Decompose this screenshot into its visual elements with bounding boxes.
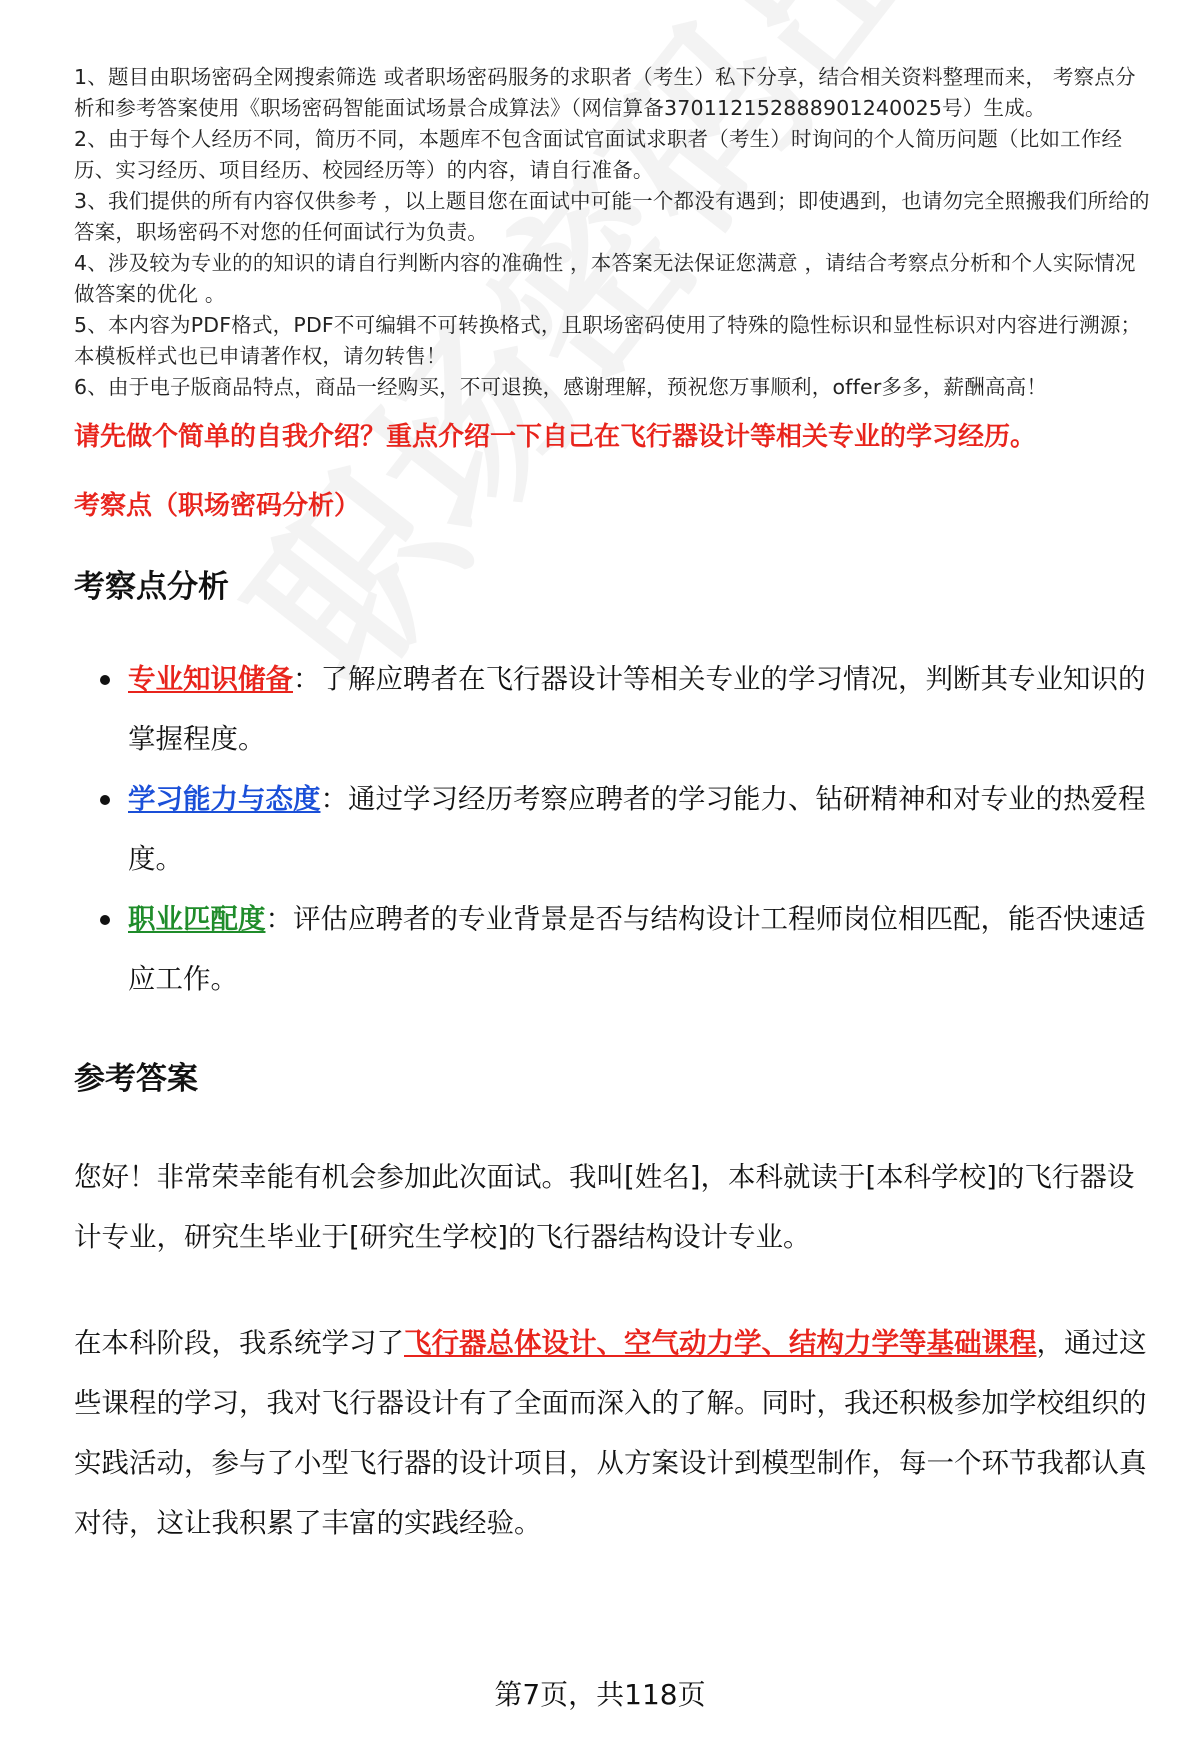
answer-paragraph-2 [74,1313,1154,1553]
point-text: 通过学习经历考察应聘者的学习能力、钻研精神和对专业的热爱程度。 [128,783,1146,875]
notice-item: 6、由于电子版商品特点，商品一经购买，不可退换，感谢理解，预祝您万事顺利，offer多多，薪酬高高！ [74,375,1048,399]
analysis-point [128,889,1154,1009]
analysis-points [74,649,1154,1009]
notice-item: 3、我们提供的所有内容仅供参考 ，以上题目您在面试中可能一个都没有遇到；即使遇到，也请勿完全照搬我们所给的答案，职场密码不对您的任何面试行为负责。 [74,189,1150,244]
analysis-point [128,769,1154,889]
bullet-icon [100,675,110,685]
notice-item: 4、涉及较为专业的的知识的请自行判断内容的准确性 ，本答案无法保证您满意 ，请结合考察点分析和个人实际情况做答案的优化 。 [74,251,1136,306]
point-separator: ： [320,783,348,815]
bullet-icon [100,915,110,925]
answer-highlight: 飞行器总体设计、空气动力学、结构力学等基础课程 [404,1327,1037,1359]
point-text: 了解应聘者在飞行器设计等相关专业的学习情况，判断其专业知识的掌握程度。 [128,663,1146,755]
answer-paragraph-1: 您好！非常荣幸能有机会参加此次面试。我叫[姓名]，本科就读于[本科学校]的飞行器设计专业，研究生毕业于[研究生学校]的飞行器结构设计专业。 [74,1161,1135,1253]
answer-heading: 参考答案 [74,1061,198,1097]
point-keyword: 职业匹配度 [128,903,266,935]
notice-item: 1、题目由职场密码全网搜索筛选 或者职场密码服务的求职者（考生）私下分享，结合相关资料整理而来， 考察点分析和参考答案使用《职场密码智能面试场景合成算法》（网信算备370112152888901240025号）生成。 [74,65,1136,120]
bullet-icon [100,795,110,805]
point-keyword: 学习能力与态度 [128,783,321,815]
document-page [74,62,1154,1553]
notice-list [74,62,1154,403]
interview-question: 请先做个简单的自我介绍？重点介绍一下自己在飞行器设计等相关专业的学习经历。 [74,422,1037,452]
analysis-heading: 考察点分析 [74,569,229,605]
analysis-point [128,649,1154,769]
kaocha-label: 考察点（职场密码分析） [74,491,361,521]
point-separator: ： [293,663,321,695]
page-number: 第7页，共118页 [494,1678,706,1711]
point-separator: ： [265,903,293,935]
answer-text: ，通过这些课程的学习，我对飞行器设计有了全面而深入的了解。同时，我还积极参加学校组织的实践活动，参与了小型飞行器的设计项目，从方案设计到模型制作，每一个环节我都认真对待，这让我积累了丰富的实践经验。 [74,1327,1147,1539]
point-keyword: 专业知识储备 [128,663,293,695]
answer-text: 在本科阶段，我系统学习了 [74,1327,404,1359]
point-text: 评估应聘者的专业背景是否与结构设计工程师岗位相匹配，能否快速适应工作。 [128,903,1146,995]
notice-item: 2、由于每个人经历不同，简历不同，本题库不包含面试官面试求职者（考生）时询问的个人简历问题（比如工作经历、实习经历、项目经历、校园经历等）的内容，请自行准备。 [74,127,1123,182]
notice-item: 5、本内容为PDF格式，PDF不可编辑不可转换格式，且职场密码使用了特殊的隐性标识和显性标识对内容进行溯源；本模板样式也已申请著作权，请勿转售！ [74,313,1142,368]
